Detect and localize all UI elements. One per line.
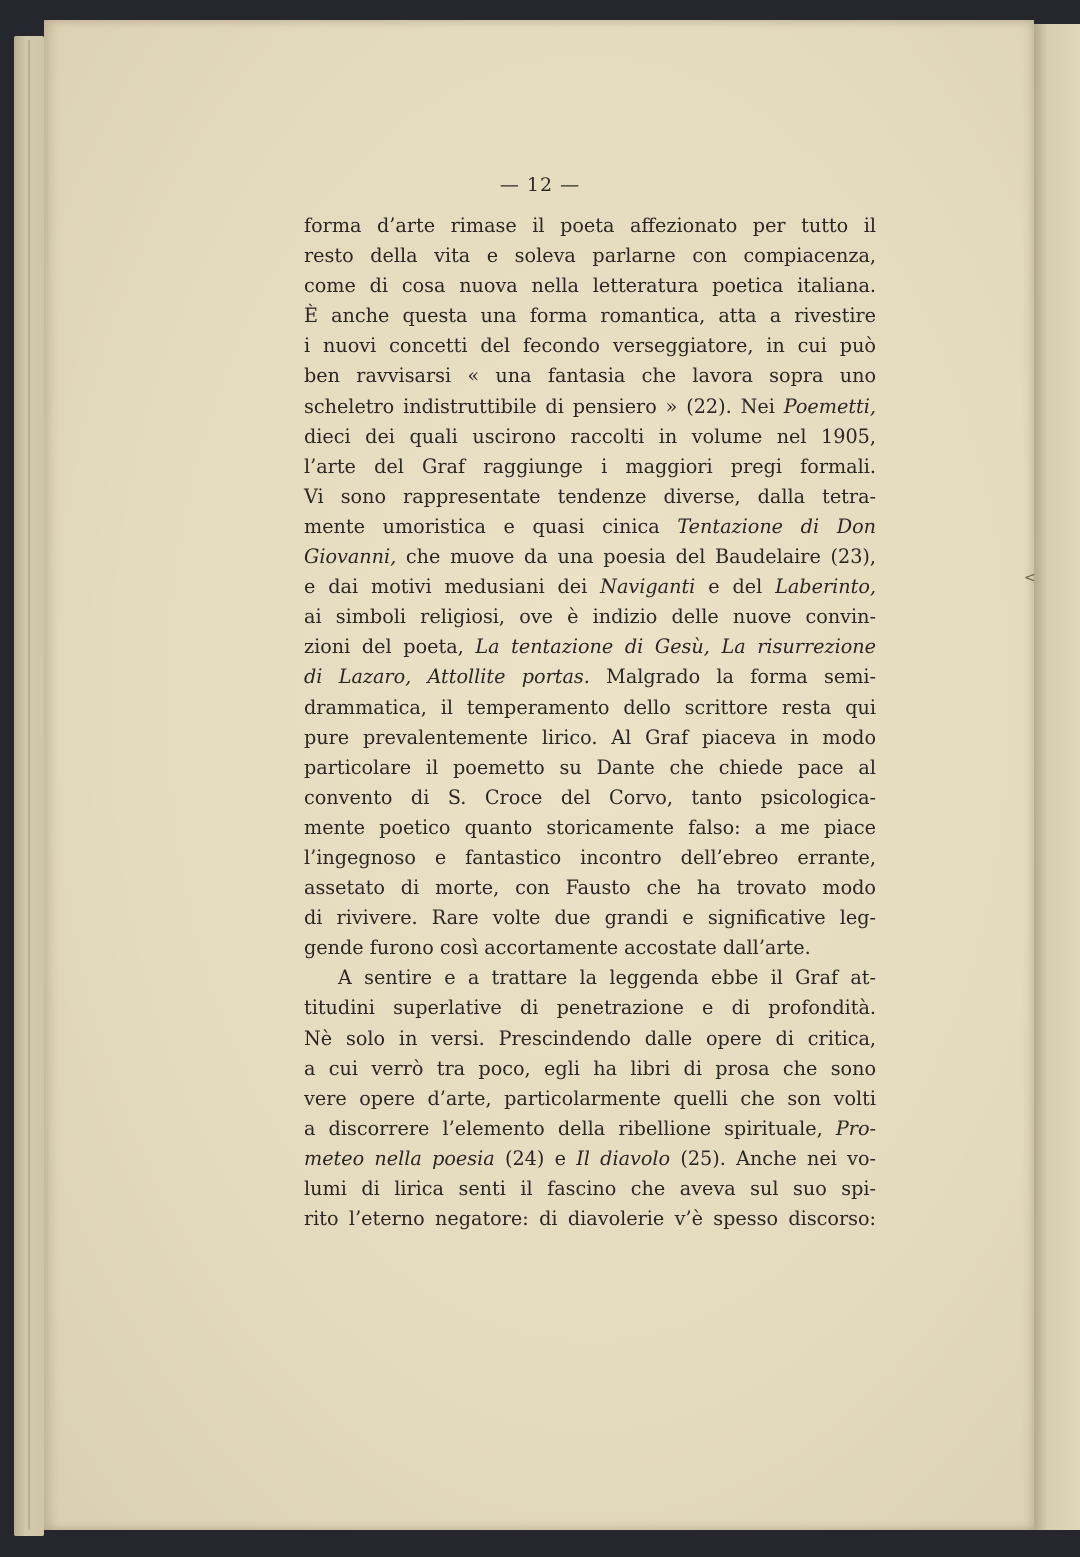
text-run: gende furono così accortamente accostate dall’arte. [304,936,811,960]
text-line [304,331,876,361]
text-run: forma d’arte rimase il poeta affezionato per tutto il [304,214,876,237]
text-line [304,813,876,843]
text-run: vere opere d’arte, particolarmente quelli che son volti [304,1086,876,1110]
body-text [304,211,876,1234]
text-run: di rivivere. Rare volte due grandi e significative leg- [304,906,876,930]
text-line [304,211,876,241]
text-run: drammatica, il temperamento dello scrittore resta qui [304,695,876,719]
text-run: l’ingegnoso e fantastico incontro dell’ebreo errante, [304,845,876,869]
text-run: l’arte del Graf raggiunge i maggiori pregi formali. [304,454,876,478]
text-line [304,361,876,391]
text-line [304,452,876,482]
text-run: dieci dei quali uscirono raccolti in volume nel 1905, [304,424,876,448]
text-run: che muove da una poesia del Baudelaire (23), [396,545,876,569]
text-line [304,1204,876,1234]
text-run: e dai motivi medusiani dei [304,575,601,599]
italic-title: Il diavolo [576,1146,671,1170]
text-line [304,783,876,813]
text-run: resto della vita e soleva parlarne con compiacenza, [304,244,876,268]
text-run: mente poetico quanto storicamente falso: a me piace [304,815,876,839]
italic-title: Tentazione di Don [677,514,876,538]
italic-title: Poemetti, [783,394,876,418]
text-line [304,241,876,271]
text-line [304,662,876,692]
text-run: ai simboli religiosi, ove è indizio delle nuove convin- [304,605,876,629]
text-line [304,873,876,903]
text-run: È anche questa una forma romantica, atta a rivestire [304,304,876,328]
text-line [304,392,876,422]
text-run: come di cosa nuova nella letteratura poetica italiana. [304,274,876,298]
text-line [304,723,876,753]
text-line [304,1114,876,1144]
text-line [304,933,876,963]
text-line [304,632,876,662]
text-run: (24) e [494,1146,577,1170]
text-run: scheletro indistruttibile di pensiero » (22). Nei [304,394,784,418]
text-run: convento di S. Croce del Corvo, tanto psicologica- [304,785,876,809]
text-run: ben ravvisarsi « una fantasia che lavora sopra uno [304,364,876,388]
text-run: assetato di morte, con Fausto che ha trovato modo [304,876,876,900]
text-line [304,271,876,301]
left-edge-crease [28,40,30,1530]
italic-title: Naviganti [600,575,696,599]
text-run: pure prevalentemente lirico. Al Graf piaceva in modo [304,725,876,749]
text-run: Vi sono rappresentate tendenze diverse, dalla tetra- [304,484,876,508]
text-run: e del [695,575,776,599]
italic-title: meteo nella poesia [304,1146,495,1170]
text-run: a discorrere l’elemento della ribellione spirituale, [304,1116,836,1140]
text-run: titudini superlative di penetrazione e di profondità. [304,996,876,1020]
text-line [304,903,876,933]
text-line [304,1144,876,1174]
italic-title: Giovanni, [304,545,397,569]
italic-title: Pro- [835,1116,876,1140]
text-run: A sentire e a trattare la leggenda ebbe il Graf at- [338,966,876,990]
text-run: zioni del poeta, [304,635,476,659]
page-number: — 12 — [499,174,581,196]
margin-pencil-mark: < [1024,570,1036,586]
text-run: particolare il poemetto su Dante che chiede pace al [304,755,876,779]
text-run: a cui verrò tra poco, egli ha libri di prosa che sono [304,1056,876,1080]
text-line [304,602,876,632]
text-run: rito l’eterno negatore: di diavolerie v’è spesso discorso: [304,1207,876,1231]
text-line [304,1174,876,1204]
text-line [304,1024,876,1054]
text-line [304,1084,876,1114]
text-line [304,512,876,542]
italic-title: La tentazione di Gesù, La risurrezione [475,635,876,659]
italic-title: di Lazaro, Attollite portas. [304,665,590,689]
italic-title: Laberinto, [775,575,876,599]
text-run: (25). Anche nei vo- [670,1146,876,1170]
text-line [304,542,876,572]
text-line [304,753,876,783]
text-run: Nè solo in versi. Prescindendo dalle opere di critica, [304,1026,876,1050]
text-run: i nuovi concetti del fecondo verseggiatore, in cui può [304,334,876,358]
text-line [304,1054,876,1084]
right-page-edge [1030,24,1080,1530]
text-line [304,572,876,602]
text-line [304,963,876,993]
text-line [304,993,876,1023]
text-line [304,693,876,723]
text-line [304,843,876,873]
text-line [304,301,876,331]
text-line [304,482,876,512]
text-run: Malgrado la forma semi- [589,665,877,689]
text-line [304,422,876,452]
text-run: mente umoristica e quasi cinica [304,514,678,538]
text-run: lumi di lirica senti il fascino che aveva sul suo spi- [304,1177,876,1200]
